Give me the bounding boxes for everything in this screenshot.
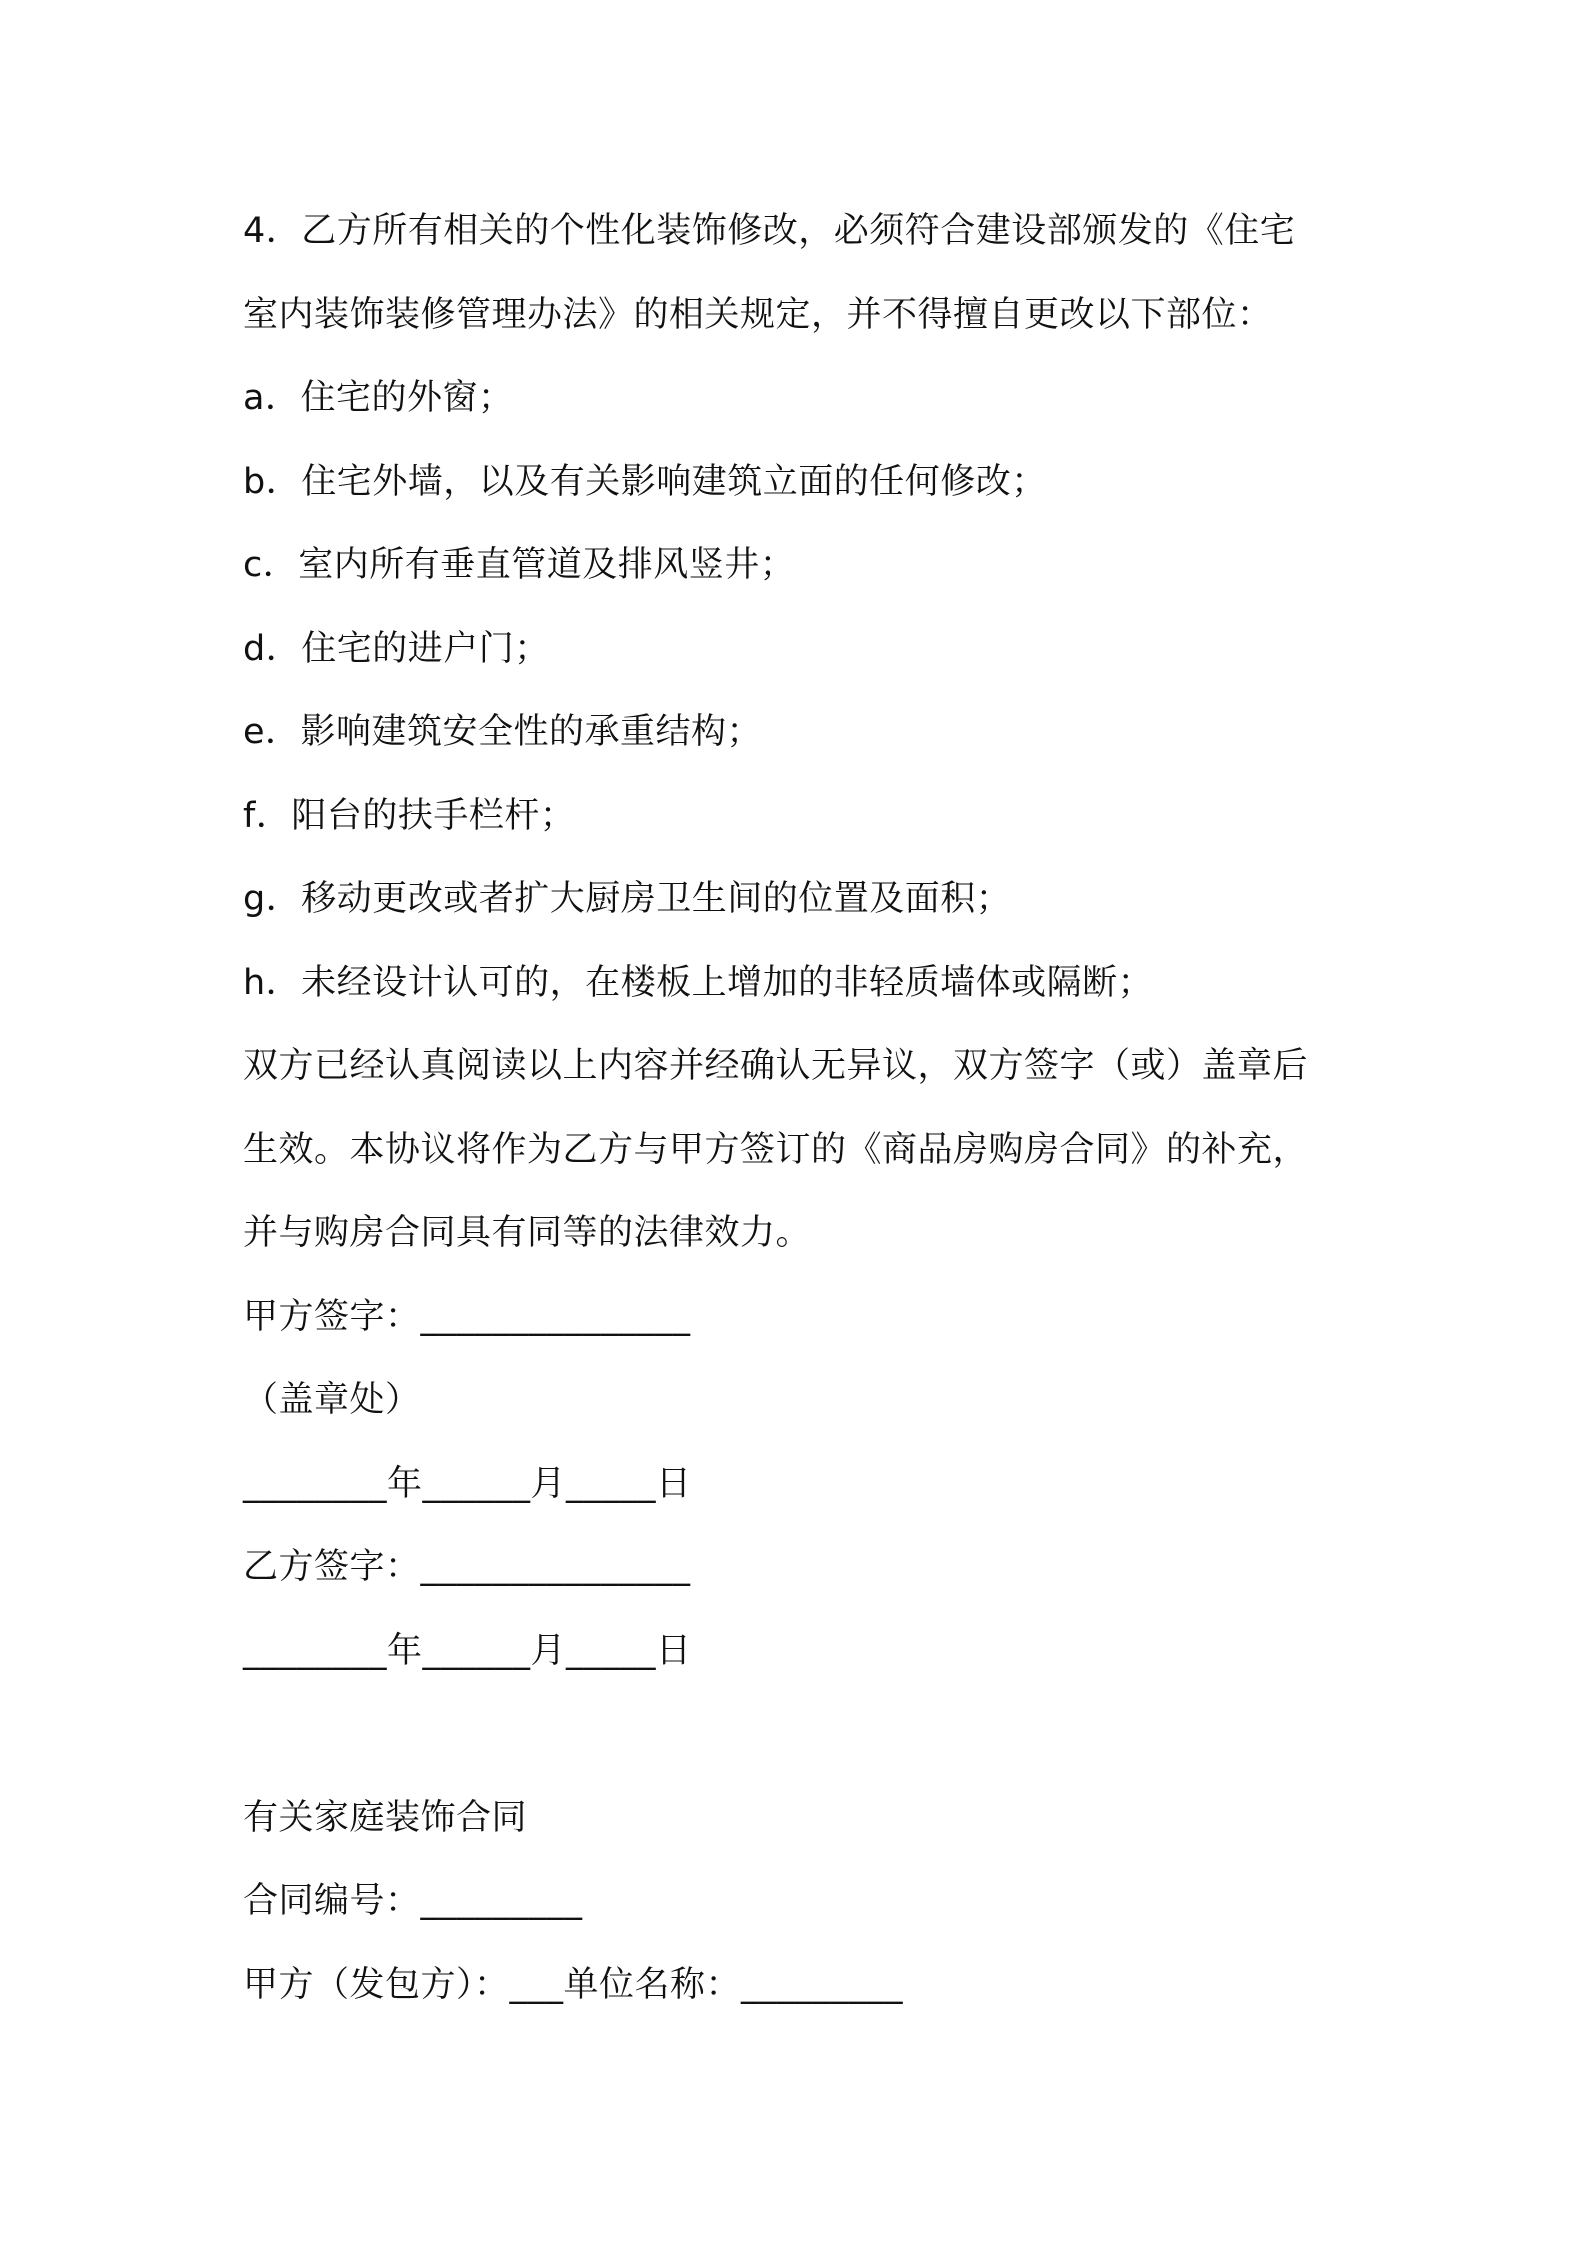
item-e: e．影响建筑安全性的承重结构； [243,712,763,752]
clause-4-line-2: 室内装饰装修管理办法》的相关规定，并不得擅自更改以下部位： [243,294,1273,335]
document-body [243,200,1363,2037]
clause-4-line-1: 4．乙方所有相关的个性化装饰修改，必须符合建设部颁发的《住宅 [243,211,1296,251]
item-g: g．移动更改或者扩大厨房卫生间的位置及面积； [243,879,1012,919]
party-a-employer: 甲方（发包方）：___单位名称：_________ [243,1964,904,2005]
party-b-date: ________年______月_____日 [243,1630,692,1671]
item-f: f．阳台的扶手栏杆； [243,795,576,836]
item-a: a．住宅的外窗； [243,378,514,418]
agreement-line-1: 双方已经认真阅读以上内容并经确认无异议，双方签字（或）盖章后 [243,1046,1309,1086]
party-b-signature: 乙方签字：_______________ [243,1547,691,1587]
item-d: d．住宅的进户门； [243,628,550,669]
party-a-date: ________年______月_____日 [243,1463,692,1504]
contract-title: 有关家庭装饰合同 [243,1797,528,1838]
party-a-signature: 甲方签字：_______________ [243,1296,691,1337]
item-b: b．住宅外墙，以及有关影响建筑立面的任何修改； [243,461,1047,502]
agreement-line-2: 生效。本协议将作为乙方与甲方签订的《商品房购房合同》的补充， [243,1129,1309,1170]
item-h: h．未经设计认可的，在楼板上增加的非轻质墙体或隔断； [243,962,1154,1003]
section-gap [243,1703,1363,1787]
seal-placeholder: （盖章处） [243,1380,421,1420]
agreement-line-3: 并与购房合同具有同等的法律效力。 [243,1213,812,1253]
item-c: c．室内所有垂直管道及排风竖井； [243,545,796,585]
contract-number: 合同编号：_________ [243,1881,583,1921]
